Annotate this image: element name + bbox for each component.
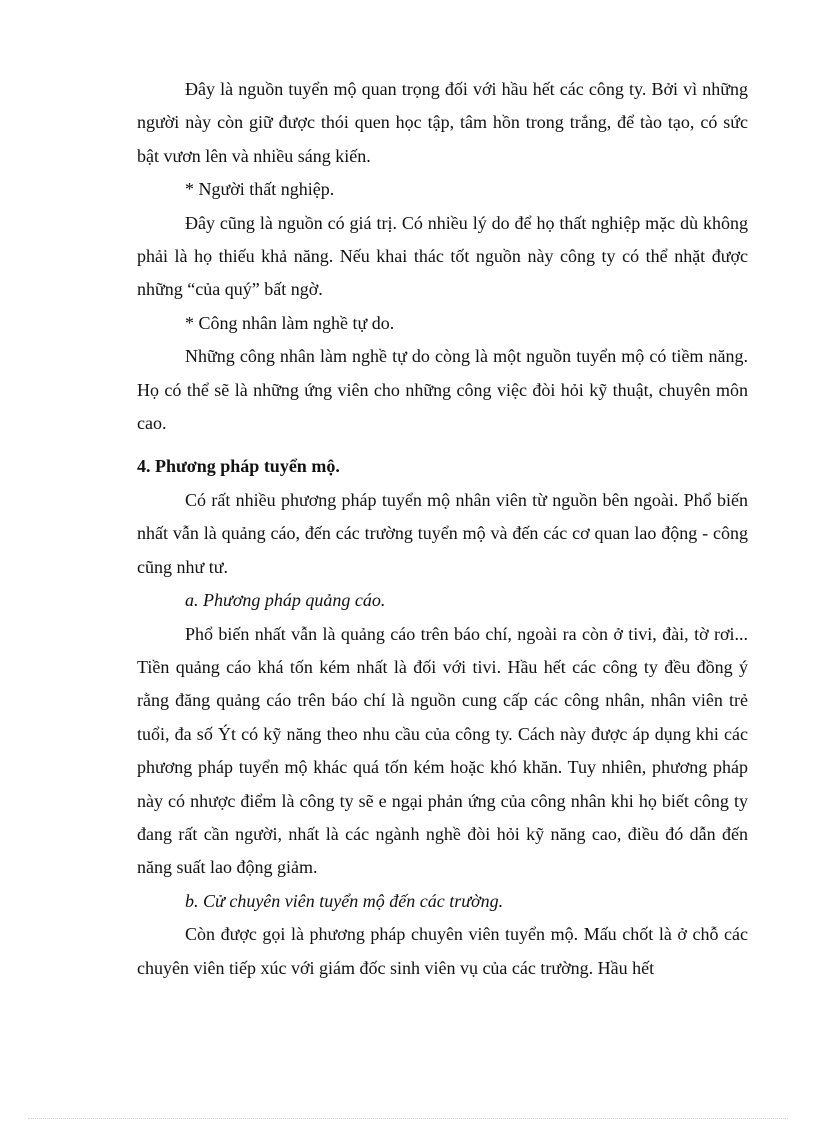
paragraph-advertising: Phổ biến nhất vẫn là quảng cáo trên báo chí, ngoài ra còn ở tivi, đài, tờ rơi... Tiền quảng cáo khá tốn kém nhất là đối với tivi. Hầu hết các công ty đều đồng ý rằng đăng quảng cáo trên báo chí là nguồn cung cấp các công nhân, nhân viên trẻ tuổi, đa số Ýt có kỹ năng theo nhu cầu của công ty. Cách này được áp dụng khi các phương pháp tuyển mộ khác quá tốn kém hoặc khó khăn. Tuy nhiên, phương pháp này có nhược điểm là công ty sẽ e ngại phản ứng của công nhân khi họ biết công ty đang rất cần người, nhất là các ngành nghề đòi hỏi kỹ năng cao, điều đó dẫn đến năng suất lao động giảm. [137, 623, 748, 878]
paragraph-freelance-workers: Những công nhân làm nghề tự do còng là một nguồn tuyển mộ có tiềm năng. Họ có thể sẽ là những ứng viên cho những công việc đòi hỏi kỹ thuật, chuyên môn cao. [137, 346, 748, 434]
paragraph-campus-recruiters: Còn được gọi là phương pháp chuyên viên tuyển mộ. Mấu chốt là ở chỗ các chuyên viên tiếp xúc với giám đốc sinh viên vụ của các trường. Hầu hết [137, 924, 748, 978]
paragraph-recruitment-methods: Có rất nhiều phương pháp tuyển mộ nhân viên từ nguồn bên ngoài. Phổ biến nhất vẫn là quảng cáo, đến các trường tuyển mộ và đến các cơ quan lao động - công cũng như tư. [137, 489, 748, 577]
subheading-campus-recruiters: b. Cử chuyên viên tuyển mộ đến các trường. [185, 890, 504, 911]
footer-divider [28, 1118, 788, 1119]
paragraph-unemployed: Đây cũng là nguồn có giá trị. Có nhiều lý do để họ thất nghiệp mặc dù không phải là họ thiếu khả năng. Nếu khai thác tốt nguồn này công ty có thể nhặt được những “của quý” bất ngờ. [137, 212, 748, 300]
section-heading-recruitment-methods: 4. Phương pháp tuyển mộ. [137, 456, 340, 477]
subheading-advertising: a. Phương pháp quảng cáo. [185, 590, 386, 611]
document-page [137, 73, 748, 985]
bullet-unemployed: * Người thất nghiệp. [185, 179, 335, 200]
bullet-freelance-workers: * Công nhân làm nghề tự do. [185, 312, 395, 333]
paragraph-graduates-source: Đây là nguồn tuyển mộ quan trọng đối với hầu hết các công ty. Bởi vì những người này còn giữ được thói quen học tập, tâm hồn trong trắng, để tào tạo, có sức bật vươn lên và nhiều sáng kiến. [137, 79, 748, 166]
